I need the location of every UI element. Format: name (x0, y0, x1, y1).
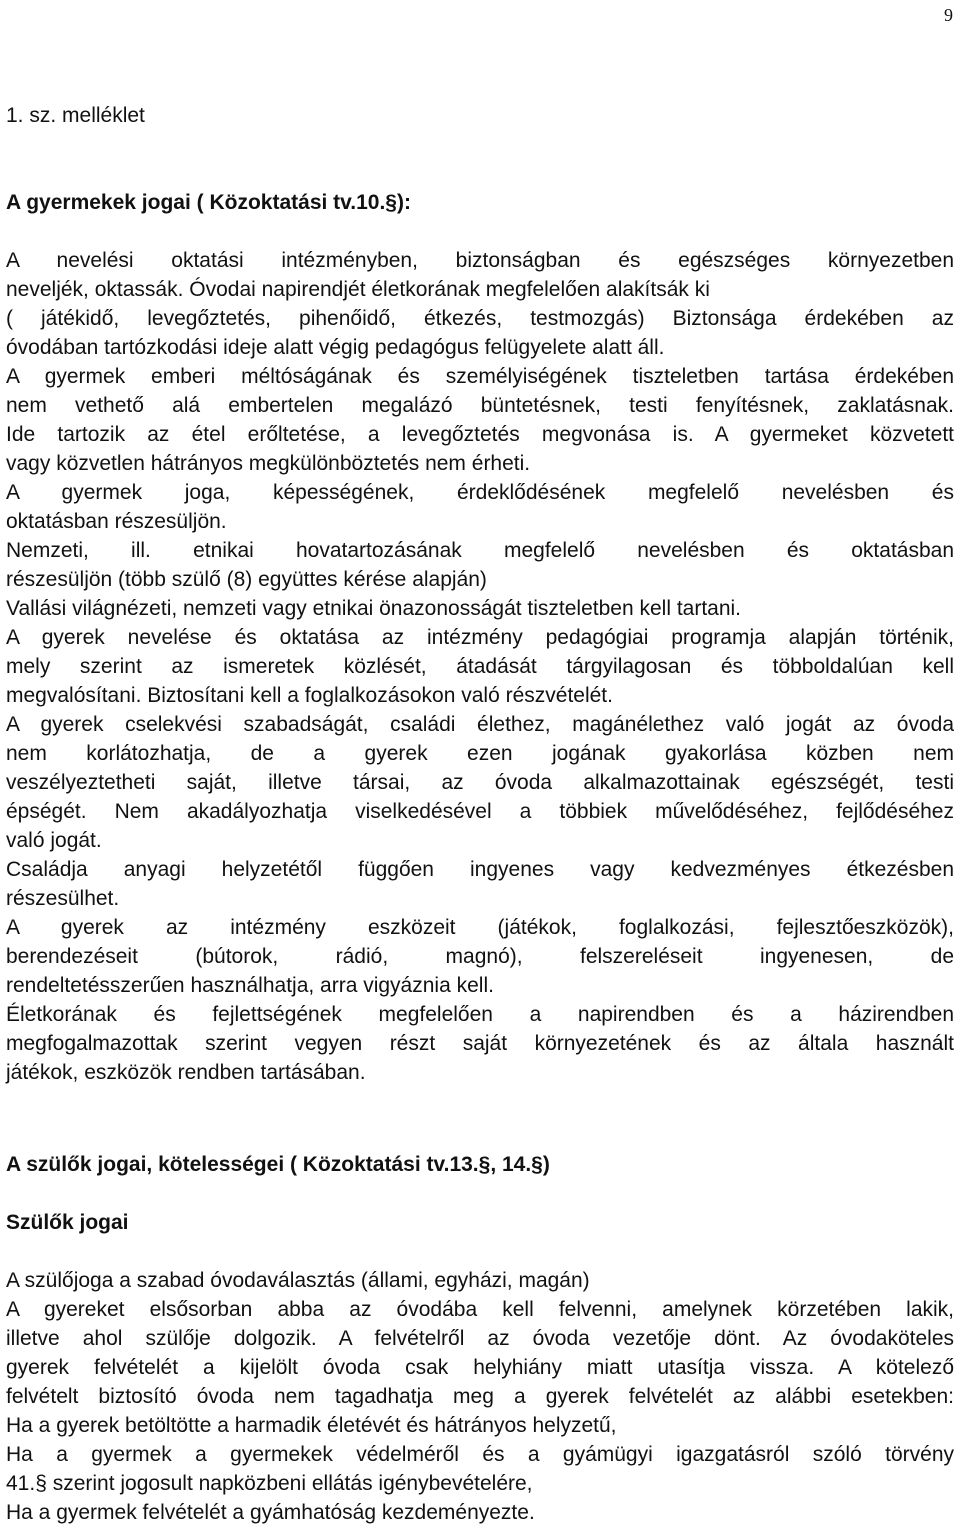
section1-text-line: neveljék, oktassák. Óvodai napirendjét életkorának megfelelően alakítsák ki (6, 278, 710, 301)
section2-subheading-block (6, 1208, 954, 1237)
section1-text-line: A gyerek cselekvési szabadságát, családi élethez, magánélethez való jogát az óvoda (6, 713, 954, 736)
section1-text-line: játékok, eszközök rendben tartásában. (6, 1061, 366, 1084)
section2-text-line: illetve ahol szülője dolgozik. A felvételről az óvoda vezetője dönt. Az óvodaköteles (6, 1327, 954, 1350)
section1-heading: A gyermekek jogai ( Közoktatási tv.10.§): (6, 191, 411, 214)
section2-text-line: A gyereket elsősorban abba az óvodába kell felvenni, amelynek körzetében lakik, (6, 1298, 954, 1321)
section2-heading: A szülők jogai, kötelességei ( Közoktatási tv.13.§, 14.§) (6, 1153, 550, 1176)
section2-text-line: A szülőjoga a szabad óvodaválasztás (állami, egyházi, magán) (6, 1269, 590, 1292)
section2-text-line: Ha a gyerek betöltötte a harmadik életévét és hátrányos helyzetű, (6, 1414, 617, 1437)
section2-text-line: 41.§ szerint jogosult napközbeni ellátás igénybevételére, (6, 1472, 533, 1495)
section2-text-line: Ha a gyermek a gyermekek védelméről és a gyámügyi igazgatásról szóló törvény (6, 1443, 954, 1466)
section1-text-line: A gyerek nevelése és oktatása az intézmény pedagógiai programja alapján történik, (6, 626, 954, 649)
section1-text-line: épségét. Nem akadályozhatja viselkedésével a többiek művelődéséhez, fejlődéséhez (6, 800, 954, 823)
section1-text-line: A gyermek joga, képességének, érdeklődésének megfelelő nevelésben és (6, 481, 954, 504)
section2-text-line: Ha a gyermek felvételét a gyámhatóság kezdeményezte. (6, 1501, 535, 1524)
section1-text-line: Ide tartozik az étel erőltetése, a levegőztetés megvonása is. A gyermeket közvetett (6, 423, 954, 446)
section1-text-line: nem vethető alá embertelen megalázó büntetésnek, testi fenyítésnek, zaklatásnak. (6, 394, 954, 417)
section1-text-line: nem korlátozhatja, de a gyerek ezen jogának gyakorlása közben nem (6, 742, 954, 765)
section1-text-line: Nemzeti, ill. etnikai hovatartozásának megfelelő nevelésben és oktatásban (6, 539, 954, 562)
section1-text-line: A gyerek az intézmény eszközeit (játékok, foglalkozási, fejlesztőeszközök), (6, 916, 954, 939)
section1-text-line: berendezéseit (bútorok, rádió, magnó), felszereléseit ingyenesen, de (6, 945, 954, 968)
section1-text-line: A nevelési oktatási intézményben, biztonságban és egészséges környezetben (6, 249, 954, 272)
section1-text-line: veszélyeztetheti saját, illetve társai, az óvoda alkalmazottainak egészségét, testi (6, 771, 954, 794)
section2-text-line: felvételt biztosító óvoda nem tagadhatja meg a gyerek felvételét az alábbi esetekben: (6, 1385, 954, 1408)
section1-heading-block (6, 188, 954, 217)
annex-label: 1. sz. melléklet (6, 104, 145, 127)
section1-text-line: megvalósítani. Biztosítani kell a foglalkozásokon való részvételét. (6, 684, 613, 707)
section1-text-line: való jogát. (6, 829, 102, 852)
annex-label-block (6, 101, 954, 130)
section2-lines (6, 1266, 954, 1527)
section1-text-line: rendeltetésszerűen használhatja, arra vigyáznia kell. (6, 974, 494, 997)
section1-text-line: részesülhet. (6, 887, 120, 910)
section1-lines (6, 246, 954, 1087)
section1-text-line: részesüljön (több szülő (8) együttes kérése alapján) (6, 568, 487, 591)
section1-text-line: ( játékidő, levegőztetés, pihenőidő, étkezés, testmozgás) Biztonsága érdekében az (6, 307, 954, 330)
section1-body (6, 246, 954, 1087)
section1-text-line: Életkorának és fejlettségének megfelelően a napirendben és a házirendben (6, 1003, 954, 1026)
section2-subheading: Szülők jogai (6, 1211, 129, 1234)
section1-text-line: Családja anyagi helyzetétől függően ingyenes vagy kedvezményes étkezésben (6, 858, 954, 881)
section1-text-line: A gyermek emberi méltóságának és személyiségének tiszteletben tartása érdekében (6, 365, 954, 388)
section1-text-line: óvodában tartózkodási ideje alatt végig pedagógus felügyelete alatt áll. (6, 336, 665, 359)
section2-body (6, 1266, 954, 1527)
section2-heading-block (6, 1150, 954, 1179)
section1-text-line: vagy közvetlen hátrányos megkülönböztetés nem érheti. (6, 452, 531, 475)
section1-text-line: Vallási világnézeti, nemzeti vagy etnikai önazonosságát tiszteletben kell tartani. (6, 597, 742, 620)
section1-text-line: oktatásban részesüljön. (6, 510, 227, 533)
section1-text-line: mely szerint az ismeretek közlését, átadását tárgyilagosan és többoldalúan kell (6, 655, 954, 678)
section1-text-line: megfogalmazottak szerint vegyen részt saját környezetének és az általa használt (6, 1032, 954, 1055)
page-number: 9 (944, 5, 953, 25)
section2-text-line: gyerek felvételét a kijelölt óvoda csak helyhiány miatt utasítja vissza. A kötelező (6, 1356, 954, 1379)
